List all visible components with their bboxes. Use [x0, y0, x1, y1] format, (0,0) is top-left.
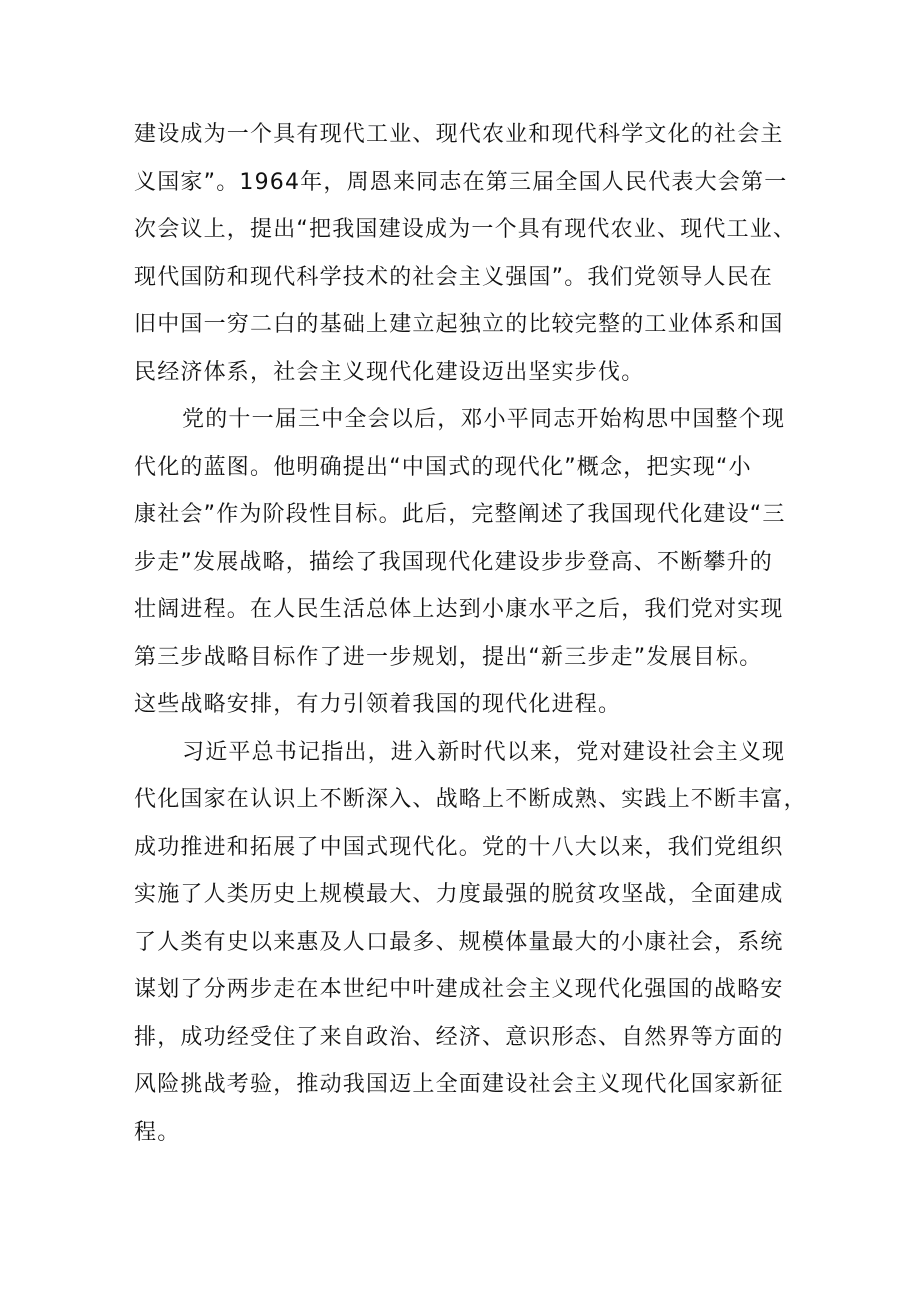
- body-text: [134, 111, 814, 1156]
- text-line: 党的十一届三中全会以后，邓小平同志开始构思中国整个现: [182, 407, 786, 432]
- text-line: 这些战略安排，有力引领着我国的现代化进程。: [134, 692, 622, 717]
- paragraph-1: [134, 111, 814, 396]
- text-line: 建设成为一个具有现代工业、现代农业和现代科学文化的社会主: [134, 122, 784, 147]
- text-line: 壮阔进程。在人民生活总体上达到小康水平之后，我们党对实现: [134, 597, 784, 622]
- text-line: 风险挑战考验，推动我国迈上全面建设社会主义现代化国家新征: [134, 1072, 784, 1097]
- text-line: 了人类有史以来惠及人口最多、规模体量最大的小康社会，系统: [134, 929, 784, 955]
- text-line: 程。: [134, 1119, 181, 1145]
- text-line: 谋划了分两步走在本世纪中叶建成社会主义现代化强国的战略安: [134, 977, 784, 1002]
- text-line: 民经济体系，社会主义现代化建设迈出坚实步伐。: [134, 359, 645, 385]
- text-line: 代化国家在认识上不断深入、战略上不断成熟、实践上不断丰富，: [134, 787, 807, 812]
- paragraph-3: [134, 729, 814, 1157]
- text-line: 康社会”作为阶段性目标。此后，完整阐述了我国现代化建设“三: [134, 502, 786, 527]
- text-line: 步走”发展战略，描绘了我国现代化建设步步登高、不断攀升的: [134, 549, 773, 575]
- text-line: 义国家”。1964年，周恩来同志在第三届全国人民代表大会第一: [134, 169, 788, 195]
- text-line: 旧中国一穷二白的基础上建立起独立的比较完整的工业体系和国: [134, 312, 784, 337]
- text-line: 现代国防和现代科学技术的社会主义强国”。我们党领导人民在: [134, 264, 773, 290]
- text-line: 排，成功经受住了来自政治、经济、意识形态、自然界等方面的: [134, 1024, 784, 1050]
- text-line: 第三步战略目标作了进一步规划，提出“新三步走”发展目标。: [134, 644, 763, 670]
- text-line: 代化的蓝图。他明确提出“中国式的现代化”概念，把实现“小: [134, 454, 752, 480]
- text-line: 实施了人类历史上规模最大、力度最强的脱贫攻坚战，全面建成: [134, 882, 784, 907]
- paragraph-2: [134, 396, 814, 729]
- text-line: 习近平总书记指出，进入新时代以来，党对建设社会主义现: [182, 739, 786, 765]
- text-line: 成功推进和拓展了中国式现代化。党的十八大以来，我们党组织: [134, 834, 784, 860]
- text-line: 次会议上，提出“把我国建设成为一个具有现代农业、现代工业、: [134, 217, 797, 242]
